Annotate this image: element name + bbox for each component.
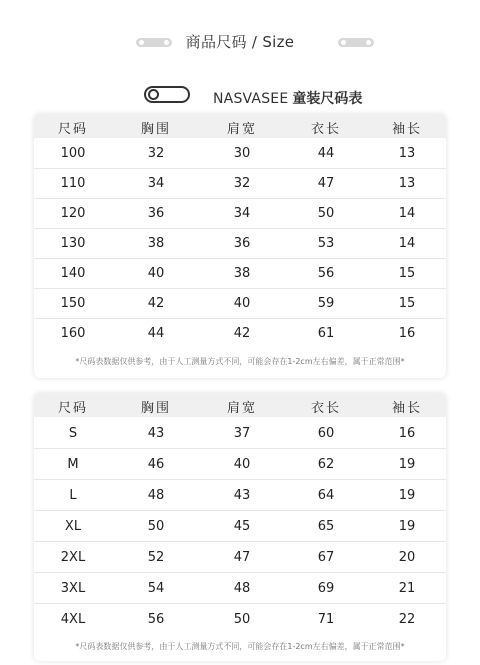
cell-shoulder: 40: [233, 296, 251, 311]
page-header: [0, 0, 480, 80]
header-shoulder: 肩宽: [226, 401, 257, 416]
cell-chest: 38: [147, 236, 165, 251]
cell-size: L: [69, 488, 77, 503]
page-title: 商品尺码 / Size: [185, 33, 295, 51]
cell-length: 61: [317, 326, 335, 341]
cell-shoulder: 36: [233, 236, 251, 251]
cell-shoulder: 32: [233, 176, 251, 191]
cell-sleeve: 21: [398, 581, 416, 596]
cell-chest: 34: [147, 176, 165, 191]
brand-row: [0, 84, 480, 110]
cell-sleeve: 14: [398, 236, 416, 251]
cell-sleeve: 13: [398, 146, 416, 161]
cell-shoulder: 45: [233, 519, 251, 534]
cell-length: 56: [317, 266, 335, 281]
cell-size: 130: [60, 236, 86, 251]
table-header: [34, 114, 446, 138]
cell-length: 53: [317, 236, 335, 251]
cell-chest: 56: [147, 612, 165, 627]
cell-sleeve: 16: [398, 326, 416, 341]
cell-length: 67: [317, 550, 335, 565]
cell-length: 47: [317, 176, 335, 191]
header-length: 衣长: [310, 122, 341, 137]
cell-sleeve: 19: [398, 488, 416, 503]
cell-length: 65: [317, 519, 335, 534]
adult-size-table: [34, 393, 446, 661]
cell-shoulder: 38: [233, 266, 251, 281]
cell-shoulder: 40: [233, 457, 251, 472]
cell-shoulder: 50: [233, 612, 251, 627]
header-sleeve: 袖长: [391, 401, 422, 416]
cell-sleeve: 16: [398, 426, 416, 441]
pill-dot-icon: [366, 40, 371, 45]
cell-sleeve: 19: [398, 457, 416, 472]
kids-size-table: [34, 114, 446, 378]
table-row: [34, 229, 446, 259]
cell-shoulder: 43: [233, 488, 251, 503]
table-header: [34, 393, 446, 417]
cell-length: 69: [317, 581, 335, 596]
brand-name: NASVASEE: [213, 91, 289, 107]
table-row: [34, 289, 446, 319]
cell-shoulder: 30: [233, 146, 251, 161]
cell-size: 140: [60, 266, 86, 281]
cell-sleeve: 13: [398, 176, 416, 191]
cell-size: 100: [60, 146, 86, 161]
cell-size: 2XL: [60, 550, 86, 565]
cell-size: 150: [60, 296, 86, 311]
cell-shoulder: 47: [233, 550, 251, 565]
cell-size: 110: [60, 176, 86, 191]
cell-shoulder: 34: [233, 206, 251, 221]
brand-subtitle: 童装尺码表: [292, 91, 363, 107]
toggle-icon: [144, 86, 190, 103]
table-row: [34, 481, 446, 511]
header-size: 尺码: [57, 122, 88, 137]
cell-size: 4XL: [60, 612, 86, 627]
table-row: [34, 543, 446, 573]
cell-length: 64: [317, 488, 335, 503]
cell-size: 120: [60, 206, 86, 221]
header-chest: 胸围: [140, 401, 171, 416]
table-row: [34, 605, 446, 635]
table-row: [34, 169, 446, 199]
decorative-pill-right: [338, 38, 374, 47]
cell-sleeve: 14: [398, 206, 416, 221]
cell-sleeve: 15: [398, 296, 416, 311]
cell-chest: 48: [147, 488, 165, 503]
table-row: [34, 574, 446, 604]
header-shoulder: 肩宽: [226, 122, 257, 137]
cell-length: 62: [317, 457, 335, 472]
header-length: 衣长: [310, 401, 341, 416]
cell-length: 71: [317, 612, 335, 627]
cell-chest: 54: [147, 581, 165, 596]
cell-chest: 42: [147, 296, 165, 311]
table-row: [34, 199, 446, 229]
cell-length: 44: [317, 146, 335, 161]
pill-dot-icon: [341, 40, 346, 45]
cell-length: 60: [317, 426, 335, 441]
header-chest: 胸围: [140, 122, 171, 137]
header-size: 尺码: [57, 401, 88, 416]
cell-chest: 50: [147, 519, 165, 534]
cell-sleeve: 19: [398, 519, 416, 534]
cell-chest: 46: [147, 457, 165, 472]
cell-chest: 32: [147, 146, 165, 161]
cell-size: XL: [64, 519, 82, 534]
header-sleeve: 袖长: [391, 122, 422, 137]
table-row: [34, 450, 446, 480]
cell-sleeve: 20: [398, 550, 416, 565]
table-row: [34, 512, 446, 542]
table-note: *尺码表数据仅供参考，由于人工测量方式不同，可能会存在1-2cm左右偏差，属于正常范围*: [75, 357, 405, 366]
cell-shoulder: 48: [233, 581, 251, 596]
cell-chest: 52: [147, 550, 165, 565]
toggle-knob: [148, 89, 159, 100]
cell-chest: 43: [147, 426, 165, 441]
cell-chest: 36: [147, 206, 165, 221]
table-note: *尺码表数据仅供参考，由于人工测量方式不同，可能会存在1-2cm左右偏差，属于正常范围*: [75, 642, 405, 651]
cell-size: 3XL: [60, 581, 86, 596]
table-row: [34, 259, 446, 289]
table-row: [34, 419, 446, 449]
table-row: [34, 139, 446, 169]
cell-sleeve: 22: [398, 612, 416, 627]
table-row: [34, 319, 446, 349]
cell-chest: 40: [147, 266, 165, 281]
cell-size: 160: [60, 326, 86, 341]
cell-size: S: [68, 426, 78, 441]
brand-title: [213, 88, 362, 108]
cell-sleeve: 15: [398, 266, 416, 281]
cell-size: M: [67, 457, 79, 472]
cell-length: 50: [317, 206, 335, 221]
cell-shoulder: 42: [233, 326, 251, 341]
cell-shoulder: 37: [233, 426, 251, 441]
cell-chest: 44: [147, 326, 165, 341]
cell-length: 59: [317, 296, 335, 311]
